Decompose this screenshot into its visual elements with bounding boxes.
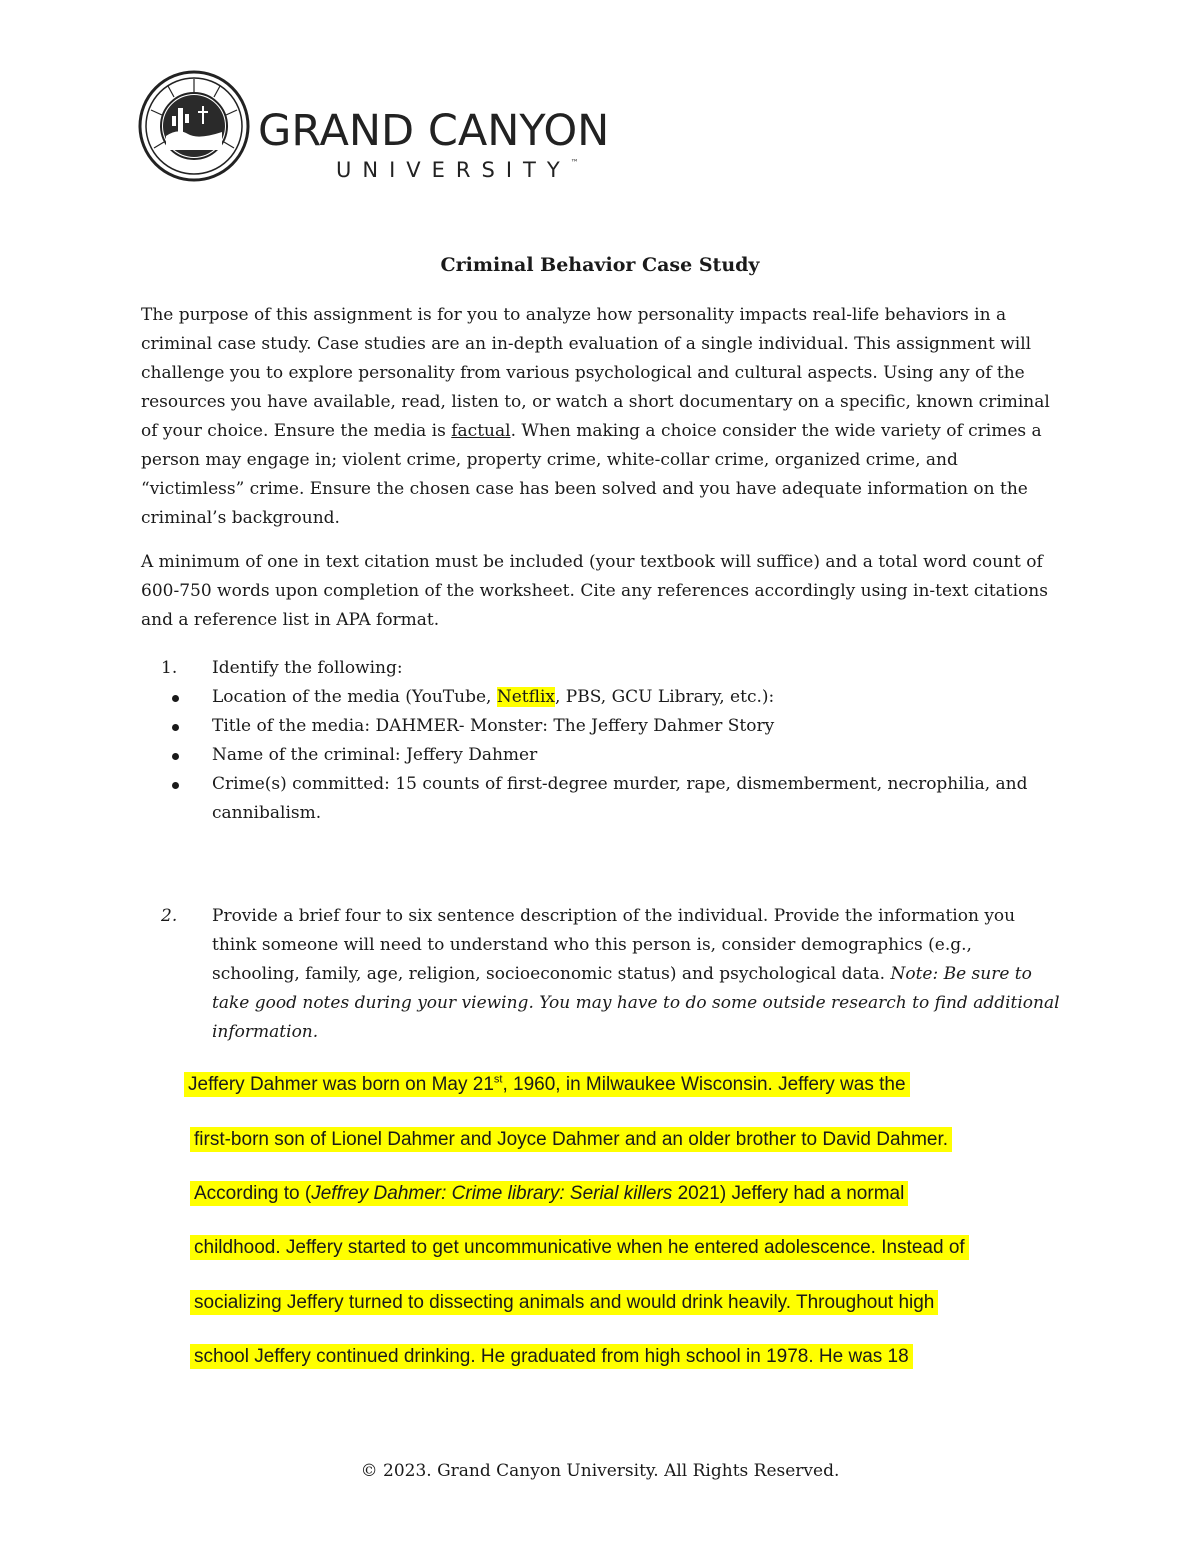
underlined-word: factual xyxy=(451,421,511,441)
instruction-list-1 xyxy=(141,654,1061,828)
answer-line-1: Jeffery Dahmer was born on May 21st, 1960, in Milwaukee Wisconsin. Jeffery was the xyxy=(190,1074,910,1096)
list-number: 2. xyxy=(161,906,178,926)
bullet-icon xyxy=(172,695,179,702)
bullet-criminal-name: Name of the criminal: Jeffery Dahmer xyxy=(141,741,1061,770)
bullet-icon xyxy=(172,753,179,760)
list-number: 1. xyxy=(161,658,178,678)
bullet-icon xyxy=(172,724,179,731)
university-seal-icon xyxy=(138,70,250,182)
copyright-footer: © 2023. Grand Canyon University. All Rights Reserved. xyxy=(360,1461,840,1481)
requirements-paragraph: A minimum of one in text citation must be included (your textbook will suffice) and a total word count of 600-750 words upon completion of the worksheet. Cite any references accordingly using in-text citations and a reference list in APA format. xyxy=(141,552,1048,630)
answer-line-2: first-born son of Lionel Dahmer and Joyce Dahmer and an older brother to David Dahmer. xyxy=(190,1129,952,1151)
list-item-1: 1. Identify the following: xyxy=(141,654,1061,683)
bullet-media-location: Location of the media (YouTube, Netflix, PBS, GCU Library, etc.): xyxy=(141,683,1061,712)
answer-line-6: school Jeffery continued drinking. He graduated from high school in 1978. He was 18 xyxy=(190,1346,913,1368)
bullet-crimes: Crime(s) committed: 15 counts of first-degree murder, rape, dismemberment, necrophilia, and cannibalism. xyxy=(141,770,1061,828)
logo-line-university: UNIVERSITY™ xyxy=(336,158,579,182)
answer-line-5: socializing Jeffery turned to dissecting animals and would drink heavily. Throughout high xyxy=(190,1292,938,1314)
university-logo xyxy=(138,70,638,185)
trademark-symbol: ™ xyxy=(570,158,579,167)
intro-paragraph: The purpose of this assignment is for you to analyze how personality impacts real-life behaviors in a criminal case study. Case studies are an in-depth evaluation of a single individual. This assignment will challenge you to explore personality from various psychological and cultural aspects. Using any of the resources you have available, read, listen to, or watch a short documentary on a specific, known criminal of your choice. Ensure the media is factual. When making a choice consider the wide variety of crimes a person may engage in; violent crime, property crime, white-collar crime, organized crime, and “victimless” crime. Ensure the chosen case has been solved and you have adequate information on the criminal’s background. xyxy=(141,305,1050,528)
instruction-list-2 xyxy=(141,902,1061,1047)
bullet-icon xyxy=(172,782,179,789)
answer-line-3: According to (Jeffrey Dahmer: Crime library: Serial killers 2021) Jeffery had a normal xyxy=(190,1183,908,1205)
logo-line-grand-canyon: GRAND CANYON xyxy=(258,106,610,156)
document-title: Criminal Behavior Case Study xyxy=(440,254,760,276)
list-item-2: 2. Provide a brief four to six sentence description of the individual. Provide the information you think someone will need to understand who this person is, consider demographics (e.g., schooling, family, age, religion, socioeconomic status) and psychological data. Note: Be sure to take good notes during your viewing. You may have to do some outside research to find additional information. xyxy=(141,902,1061,1047)
highlighted-netflix: Netflix xyxy=(496,687,555,707)
italic-note: Note: Be sure to take good notes during your viewing. You may have to do some outside research to find additional information. xyxy=(212,964,1060,1042)
answer-line-4: childhood. Jeffery started to get uncommunicative when he entered adolescence. Instead of xyxy=(190,1237,969,1259)
bullet-media-title: Title of the media: DAHMER- Monster: The Jeffery Dahmer Story xyxy=(141,712,1061,741)
